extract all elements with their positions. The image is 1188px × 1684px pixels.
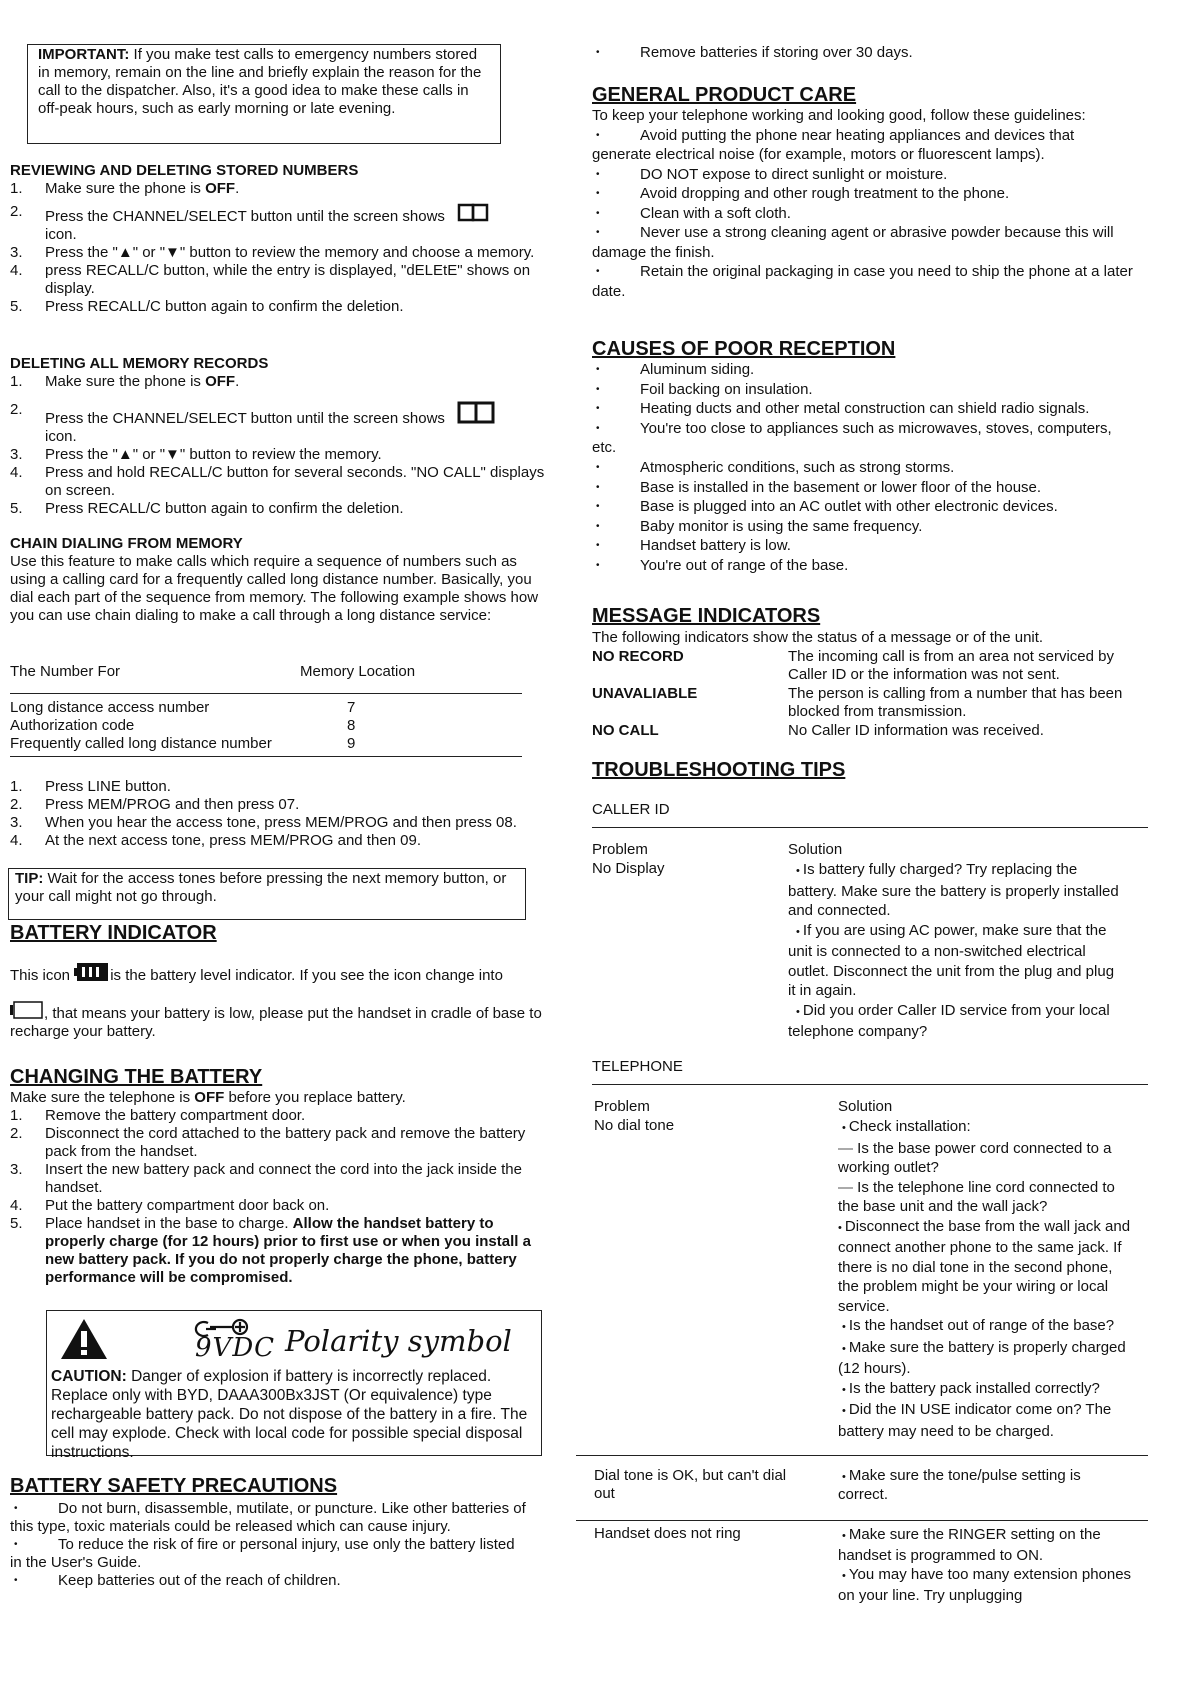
list-item: 5. Place handset in the base to charge. Allow the handset battery to properly charge (for 12 hours) prior to first use or when you install a new battery pack. If you do not properly charge the phone, battery performance will be compromised.	[10, 1215, 531, 1286]
table-row: UNAVALIABLE The person is calling from a number that has been blocked from transmission.	[592, 685, 1123, 720]
problem-header: Problem	[594, 1098, 650, 1115]
chain-heading: CHAIN DIALING FROM MEMORY	[10, 535, 243, 552]
list-item: 4. press RECALL/C button, while the entry is displayed, "dELEtE" shows on display.	[10, 262, 531, 297]
list-item: 2. Press the CHANNEL/SELECT button until the screen shows icon.	[10, 203, 550, 244]
list-item: • Never use a strong cleaning agent or abrasive powder because this will damage the finish.	[592, 223, 1137, 262]
problem-header: Problem	[592, 841, 648, 858]
list-item: • Remove batteries if storing over 30 days.	[592, 44, 1150, 62]
care-heading: GENERAL PRODUCT CARE	[592, 84, 857, 106]
list-item: • Baby monitor is using the same frequency.	[592, 517, 1137, 537]
caller-id-label: CALLER ID	[592, 801, 670, 818]
list-item: • Retain the original packaging in case you need to ship the phone at a later date.	[592, 262, 1137, 301]
list-item: 1. Make sure the phone is OFF.	[10, 180, 240, 197]
list-item: • Handset battery is low.	[592, 536, 1137, 556]
care-section	[592, 106, 1137, 301]
battery-indicator-text: This icon is the battery level indicator. If you see the icon change into , that means your battery is low, please put the handset in cradle of base to recharge your battery.	[10, 962, 550, 1041]
list-item: • To reduce the risk of fire or personal injury, use only the battery listed in the User's Guide.	[10, 1536, 530, 1572]
list-item: • Atmospheric conditions, such as strong storms.	[592, 458, 1137, 478]
tip-label: TIP:	[15, 870, 44, 887]
problem-cell: No dial tone	[594, 1117, 675, 1134]
list-item: • Heating ducts and other metal construction can shield radio signals.	[592, 399, 1137, 419]
table-row: NO RECORD The incoming call is from an area not serviced by Caller ID or the information was not sent.	[592, 648, 1114, 683]
list-item: 5. Press RECALL/C button again to confirm the deletion.	[10, 500, 404, 517]
memory-table	[10, 663, 522, 757]
problem-cell: Dial tone is OK, but can't dial out	[594, 1467, 787, 1502]
solution-cell: • Is battery fully charged? Try replacing the battery. Make sure the battery is properly installed and connected. • If you are using AC power, make sure that the unit is connected to a non-switched electrical outlet. Disconnect the unit from the plug and plug it in again. • Did you order Caller ID service from your local telephone company?	[788, 860, 1123, 1042]
changing-intro: Make sure the telephone is OFF before you replace battery.	[10, 1089, 406, 1106]
messages-intro: The following indicators show the status of a message or of the unit.	[592, 629, 1044, 646]
list-item: • Avoid dropping and other rough treatment to the phone.	[592, 184, 1137, 204]
list-item: • Aluminum siding.	[592, 360, 1137, 380]
deleting-all-steps	[10, 373, 550, 518]
battery-safety-heading: BATTERY SAFETY PRECAUTIONS	[10, 1475, 338, 1497]
battery-safety-list-cont	[592, 44, 1150, 62]
important-text: If you make test calls to emergency numbers stored in memory, remain on the line and briefly explain the reason for the call to the dispatcher. Also, it's a good idea to make these calls in off-peak hours, such as early morning or late evening.	[38, 46, 482, 117]
important-label: IMPORTANT:	[38, 46, 130, 63]
list-item: • Clean with a soft cloth.	[592, 204, 1137, 224]
solution-cell: • Check installation: — Is the base power cord connected to a working outlet? — Is the telephone line cord connected to the base unit and the wall jack? • Disconnect the base from the wall jack and connect another phone to the same jack. If there is no dial tone in the second phone, the problem might be your wiring or local service. • Is the handset out of range of the base? • Make sure the battery is properly charged (12 hours). • Is the battery pack installed correctly? • Did the IN USE indicator come on? The battery may need to be charged.	[838, 1117, 1133, 1441]
reception-list	[592, 360, 1137, 576]
changing-battery-section	[10, 1089, 555, 1287]
list-item: • Keep batteries out of the reach of children.	[10, 1572, 530, 1590]
chain-steps	[10, 778, 540, 850]
list-item: • Do not burn, disassemble, mutilate, or puncture. Like other batteries of this type, toxic materials could be released which can cause injury.	[10, 1500, 530, 1536]
caution-text: CAUTION: Danger of explosion if battery is incorrectly replaced. Replace only with BYD, DAAA300Bx3JST (Or equivalence) type rechargeable battery pack. Do not dispose of the battery in a fire. The cell may explode. Check with local code for possible special disposal instructions.	[51, 1368, 528, 1461]
reviewing-steps	[10, 180, 550, 316]
list-item: 2. Press MEM/PROG and then press 07.	[10, 796, 300, 813]
warning-icon	[59, 1317, 109, 1361]
list-item: 4. At the next access tone, press MEM/PROG and then 09.	[10, 832, 422, 849]
caller-id-table	[592, 801, 1150, 1051]
solution-header: Solution	[788, 841, 843, 858]
table-row: NO CALL No Caller ID information was received.	[592, 722, 1044, 739]
list-item: • You're out of range of the base.	[592, 556, 1137, 576]
caution-box	[46, 1310, 542, 1461]
telephone-label: TELEPHONE	[592, 1058, 683, 1075]
divider	[576, 1455, 1148, 1456]
important-box	[27, 44, 501, 144]
list-item: • DO NOT expose to direct sunlight or moisture.	[592, 165, 1137, 185]
messages-heading: MESSAGE INDICATORS	[592, 605, 821, 627]
list-item: • You're too close to appliances such as microwaves, stoves, computers, etc.	[592, 419, 1137, 458]
list-item: 3. When you hear the access tone, press MEM/PROG and then press 08.	[10, 814, 517, 831]
list-item: • Base is installed in the basement or lower floor of the house.	[592, 478, 1137, 498]
deleting-all-section	[10, 355, 550, 518]
list-item: 3. Insert the new battery pack and connect the cord into the jack inside the handset.	[10, 1161, 522, 1196]
list-item: 4. Put the battery compartment door back on.	[10, 1197, 330, 1214]
telephone-table	[592, 1058, 1150, 1468]
problem-cell: No Display	[592, 860, 665, 877]
list-item: 3. Press the "▲" or "▼" button to review the memory and choose a memory.	[10, 244, 535, 261]
table-row: Frequently called long distance number 9	[10, 735, 356, 752]
list-item: 4. Press and hold RECALL/C button for several seconds. "NO CALL" displays on screen.	[10, 464, 545, 499]
table-row: Long distance access number 7	[10, 699, 356, 716]
handwritten-polarity-note: Polarity symbol	[285, 1324, 512, 1358]
list-item: 1. Remove the battery compartment door.	[10, 1107, 306, 1124]
changing-steps	[10, 1107, 555, 1287]
reviewing-section	[10, 162, 550, 316]
list-item: 5. Press RECALL/C button again to confirm the deletion.	[10, 298, 404, 315]
book-icon	[457, 203, 491, 223]
list-item: 3. Press the "▲" or "▼" button to review the memory.	[10, 446, 382, 463]
table-row: Authorization code 8	[10, 717, 356, 734]
list-item: • Base is plugged into an AC outlet with other electronic devices.	[592, 497, 1137, 517]
list-item: 2. Disconnect the cord attached to the battery pack and remove the battery pack from the handset.	[10, 1125, 526, 1160]
reception-heading: CAUSES OF POOR RECEPTION	[592, 338, 896, 360]
list-item: 2. Press the CHANNEL/SELECT button until the screen shows icon.	[10, 401, 550, 446]
book-icon	[457, 401, 497, 425]
deleting-all-heading: DELETING ALL MEMORY RECORDS	[10, 355, 269, 372]
battery-indicator-heading: BATTERY INDICATOR	[10, 922, 217, 944]
tip-text: Wait for the access tones before pressing the next memory button, or your call might not go through.	[15, 870, 507, 905]
solution-cell: • Make sure the RINGER setting on the handset is programmed to ON. • You may have too many extension phones on your line. Try unplugging	[838, 1525, 1138, 1605]
battery-low-icon	[10, 1000, 44, 1020]
troubleshooting-heading: TROUBLESHOOTING TIPS	[592, 759, 846, 781]
list-item: • Foil backing on insulation.	[592, 380, 1137, 400]
solution-cell: • Make sure the tone/pulse setting is correct.	[838, 1467, 1128, 1504]
chain-steps-block	[10, 778, 540, 850]
handwritten-voltage: 9VDC	[195, 1333, 276, 1363]
list-item: 1. Press LINE button.	[10, 778, 171, 795]
tip-box	[8, 868, 526, 920]
list-item: 1. Make sure the phone is OFF.	[10, 373, 240, 390]
solution-header: Solution	[838, 1098, 893, 1115]
problem-cell: Handset does not ring	[594, 1525, 741, 1542]
chain-section	[10, 535, 540, 625]
table-header: Memory Location	[300, 663, 416, 680]
chain-intro: Use this feature to make calls which require a sequence of numbers such as using a calling card for a frequently called long distance number. Basically, you dial each part of the sequence from memory. The following example shows how you can use chain dialing to make a call through a long distance service:	[10, 553, 539, 624]
battery-full-icon	[74, 962, 110, 982]
list-item: • Avoid putting the phone near heating appliances and devices that generate electrical noise (for example, motors or fluorescent lamps).	[592, 126, 1137, 165]
table-header: The Number For	[10, 663, 121, 680]
messages-section	[592, 629, 1150, 740]
care-intro: To keep your telephone working and looking good, follow these guidelines:	[592, 107, 1086, 124]
reviewing-heading: REVIEWING AND DELETING STORED NUMBERS	[10, 162, 359, 179]
divider	[576, 1520, 1148, 1521]
battery-safety-list	[10, 1500, 530, 1590]
changing-battery-heading: CHANGING THE BATTERY	[10, 1066, 263, 1088]
